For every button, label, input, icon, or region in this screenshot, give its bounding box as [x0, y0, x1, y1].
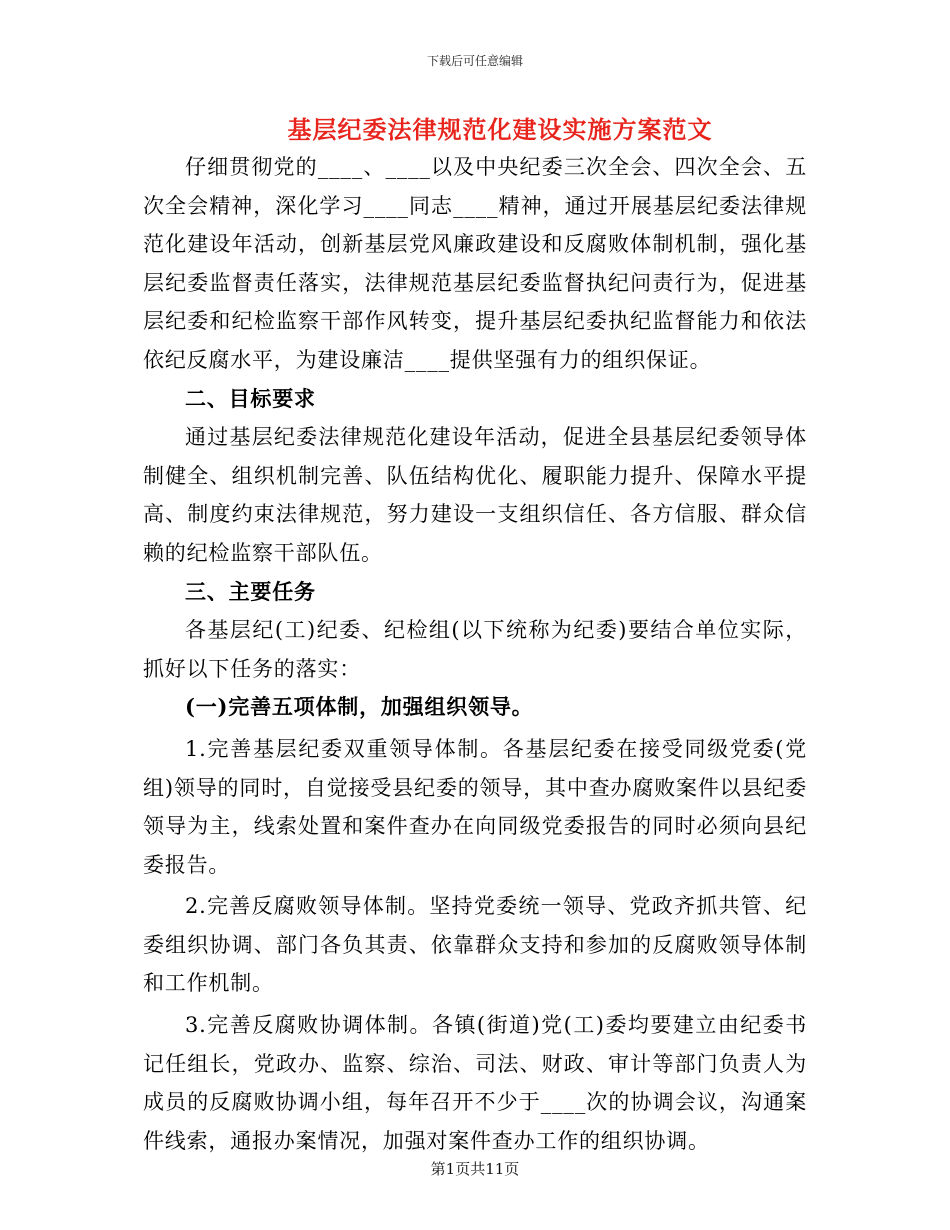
- tasks-paragraph: 各基层纪(工)纪委、纪检组(以下统称为纪委)要结合单位实际，抓好以下任务的落实：: [143, 618, 807, 681]
- list-item-2: 2.完善反腐败领导体制。坚持党委统一领导、党政齐抓共管、纪委组织协调、部门各负其责、依靠群众支持和参加的反腐败领导体制和工作机制。: [143, 894, 807, 996]
- list-item-1: 1.完善基层纪委双重领导体制。各基层纪委在接受同级党委(党组)领导的同时，自觉接受县纪委的领导，其中查办腐败案件以县纪委领导为主，线索处置和案件查办在向同级党委报告的同时必须向县纪委报告。: [143, 736, 807, 877]
- subsection-heading-1: (一)完善五项体制，加强组织领导。: [185, 694, 534, 720]
- section-heading-tasks: 三、主要任务: [185, 578, 316, 604]
- document-title: 基层纪委法律规范化建设实施方案范文: [287, 115, 713, 144]
- goals-paragraph: 通过基层纪委法律规范化建设年活动，促进全县基层纪委领导体制健全、组织机制完善、队伍结构优化、履职能力提升、保障水平提高、制度约束法律规范，努力建设一支组织信任、各方信服、群众信赖的纪检监察干部队伍。: [143, 425, 807, 565]
- section-heading-goals: 二、目标要求: [185, 385, 316, 411]
- page-footer: 第1页共11页: [430, 1160, 520, 1178]
- header-note: 下载后可任意编辑: [426, 54, 523, 68]
- document-body: [143, 148, 807, 1160]
- intro-paragraph: 仔细贯彻党的____、____以及中央纪委三次全会、四次全会、五次全会精神，深化学习____同志____精神，通过开展基层纪委法律规范化建设年活动，创新基层党风廉政建设和反腐败体制机制，强化基层纪委监督责任落实，法律规范基层纪委监督执纪问责行为，促进基层纪委和纪检监察干部作风转变，提升基层纪委执纪监督能力和依法依纪反腐水平，为建设廉洁____提供坚强有力的组织保证。: [143, 155, 807, 372]
- list-item-3: 3.完善反腐败协调体制。各镇(街道)党(工)委均要建立由纪委书记任组长，党政办、监察、综治、司法、财政、审计等部门负责人为成员的反腐败协调小组，每年召开不少于____次的协调会议，沟通案件线索，通报办案情况，加强对案件查办工作的组织协调。: [143, 1013, 807, 1153]
